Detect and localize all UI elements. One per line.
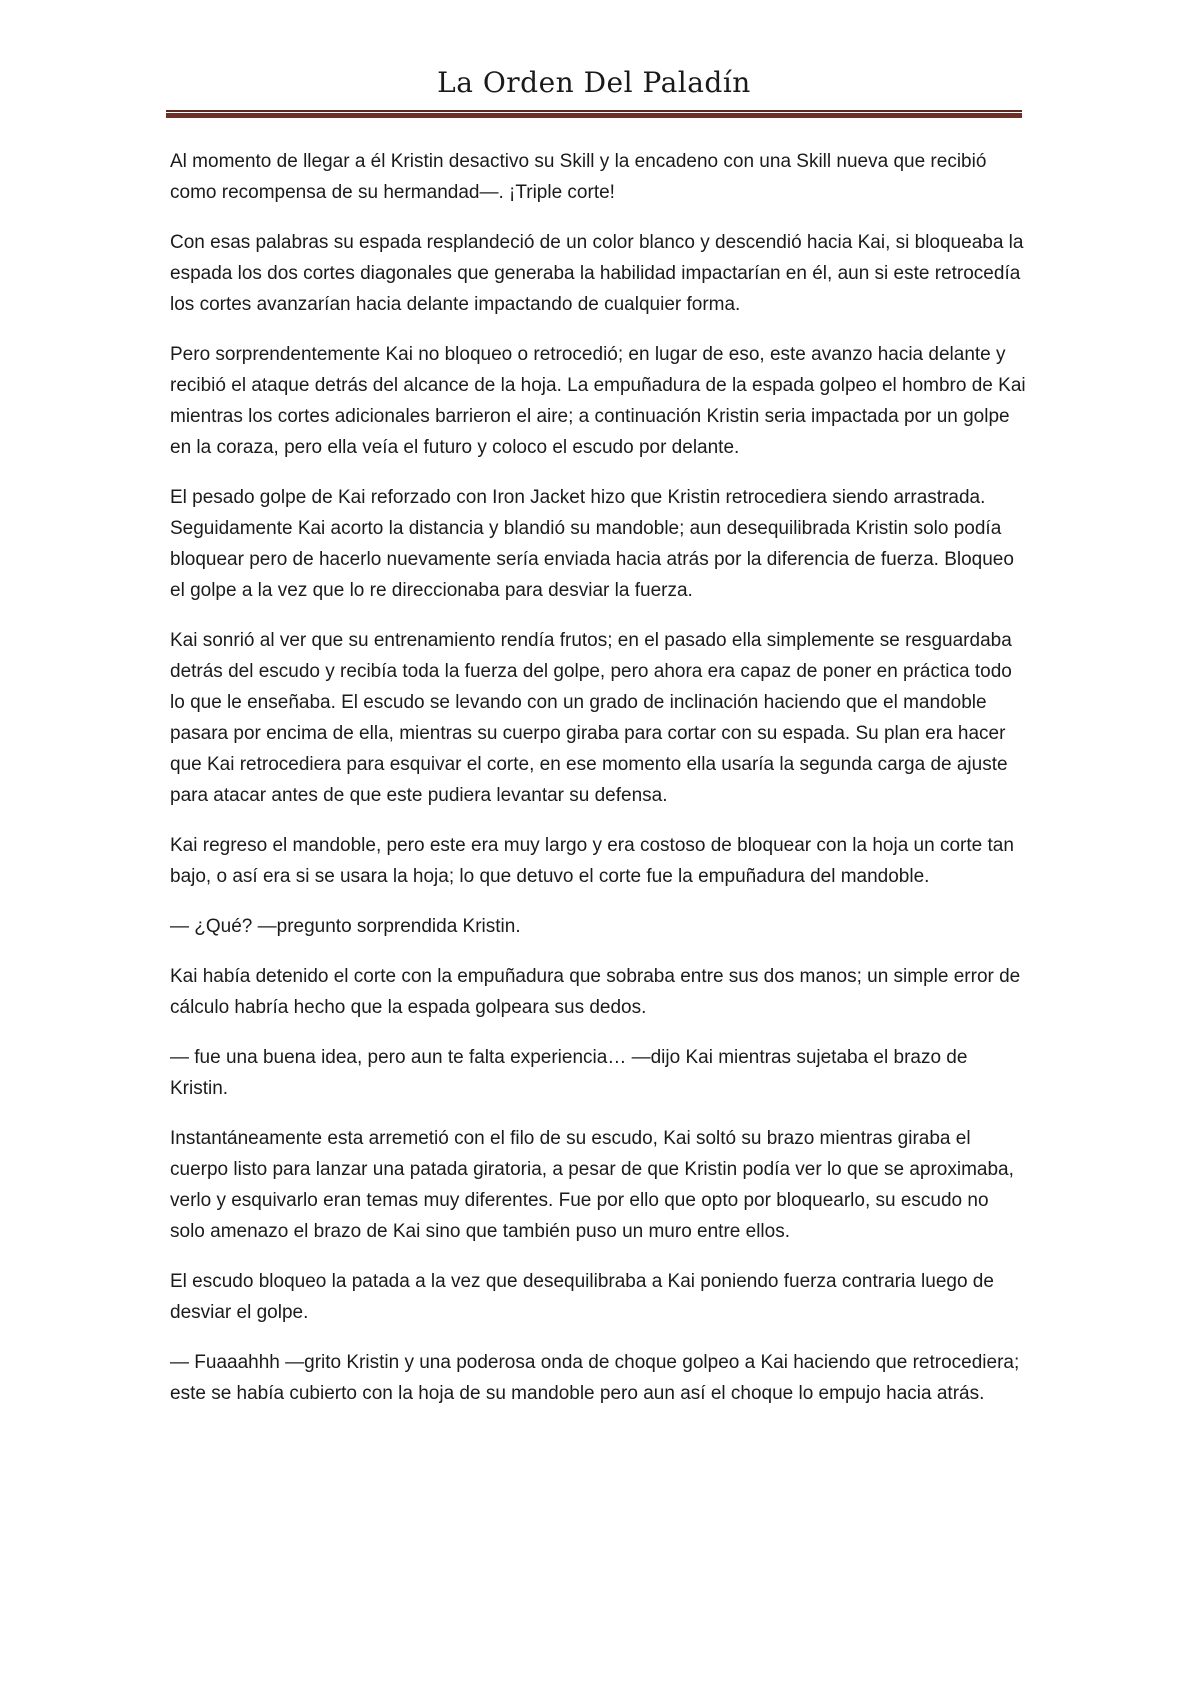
- paragraph: — ¿Qué? —pregunto sorprendida Kristin.: [170, 916, 521, 937]
- paragraph: — Fuaaahhh —grito Kristin y una poderosa onda de choque golpeo a Kai haciendo que retrocediera; este se había cubierto con la hoja de su mandoble pero aun así el choque lo empujo hacia atrás.: [170, 1352, 1020, 1404]
- paragraph: Kai había detenido el corte con la empuñadura que sobraba entre sus dos manos; un simple error de cálculo habría hecho que la espada golpeara sus dedos.: [170, 966, 1021, 1018]
- header-rule-thin: [166, 110, 1022, 112]
- paragraph: Pero sorprendentemente Kai no bloqueo o retrocedió; en lugar de eso, este avanzo hacia delante y recibió el ataque detrás del alcance de la hoja. La empuñadura de la espada golpeo el hombro de Kai mientras los cortes adicionales barrieron el aire; a continuación Kristin seria impactada por un golpe en la coraza, pero ella veía el futuro y coloco el escudo por delante.: [170, 344, 1026, 458]
- paragraph: Instantáneamente esta arremetió con el filo de su escudo, Kai soltó su brazo mientras giraba el cuerpo listo para lanzar una patada giratoria, a pesar de que Kristin podía ver lo que se aproximaba, verlo y esquivarlo eran temas muy diferentes. Fue por ello que opto por bloquearlo, su escudo no solo amenazo el brazo de Kai sino que también puso un muro entre ellos.: [170, 1128, 1014, 1242]
- paragraph: Kai regreso el mandoble, pero este era muy largo y era costoso de bloquear con la hoja un corte tan bajo, o así era si se usara la hoja; lo que detuvo el corte fue la empuñadura del mandoble.: [170, 835, 1014, 887]
- paragraph: El pesado golpe de Kai reforzado con Iron Jacket hizo que Kristin retrocediera siendo arrastrada. Seguidamente Kai acorto la distancia y blandió su mandoble; aun desequilibrada Kristin solo podía bloquear pero de hacerlo nuevamente sería enviada hacia atrás por la diferencia de fuerza. Bloqueo el golpe a la vez que lo re direccionaba para desviar la fuerza.: [170, 487, 1014, 601]
- body-text: [170, 146, 1026, 1428]
- paragraph: Al momento de llegar a él Kristin desactivo su Skill y la encadeno con una Skill nueva que recibió como recompensa de su hermandad—. ¡Triple corte!: [170, 151, 987, 203]
- paragraph: El escudo bloqueo la patada a la vez que desequilibraba a Kai poniendo fuerza contraria luego de desviar el golpe.: [170, 1271, 994, 1323]
- paragraph: Con esas palabras su espada resplandeció de un color blanco y descendió hacia Kai, si bloqueaba la espada los dos cortes diagonales que generaba la habilidad impactarían en él, aun si este retrocedía los cortes avanzarían hacia delante impactando de cualquier forma.: [170, 232, 1024, 315]
- paragraph: Kai sonrió al ver que su entrenamiento rendía frutos; en el pasado ella simplemente se resguardaba detrás del escudo y recibía toda la fuerza del golpe, pero ahora era capaz de poner en práctica todo lo que le enseñaba. El escudo se levando con un grado de inclinación haciendo que el mandoble pasara por encima de ella, mientras su cuerpo giraba para cortar con su espada. Su plan era hacer que Kai retrocediera para esquivar el corte, en ese momento ella usaría la segunda carga de ajuste para atacar antes de que este pudiera levantar su defensa.: [170, 630, 1012, 806]
- header-title: La Orden Del Paladín: [437, 66, 751, 99]
- header-rule-thick: [166, 113, 1022, 118]
- page-header: [166, 66, 1022, 100]
- paragraph: — fue una buena idea, pero aun te falta experiencia… —dijo Kai mientras sujetaba el brazo de Kristin.: [170, 1047, 968, 1099]
